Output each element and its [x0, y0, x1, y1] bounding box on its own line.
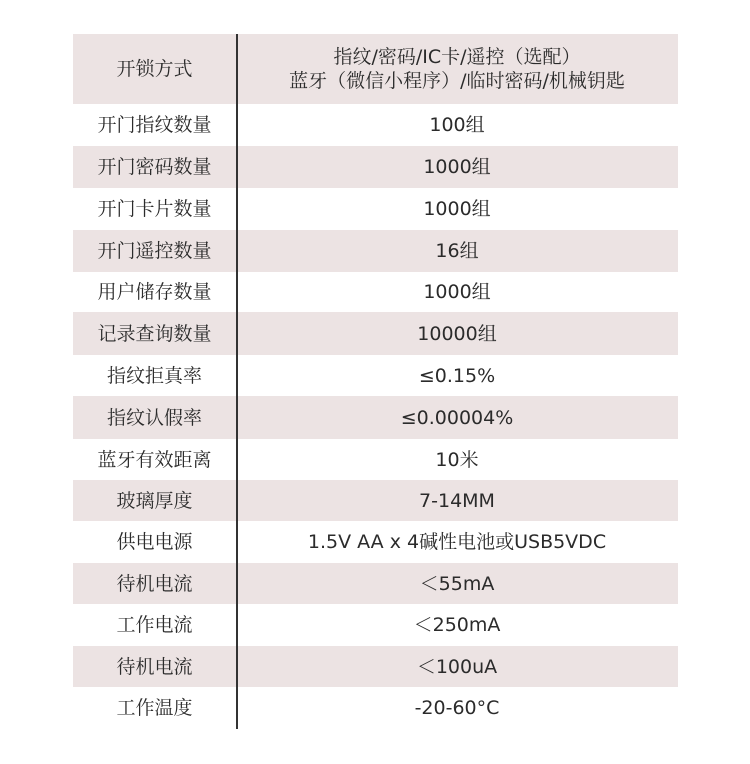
- row-value: ≤0.15%: [418, 364, 496, 387]
- table-row: [73, 687, 678, 729]
- row-label: 开门卡片数量: [97, 198, 212, 220]
- row-label: 工作电流: [116, 614, 193, 636]
- row-label: 开门遥控数量: [97, 240, 212, 262]
- row-value: 10米: [435, 448, 479, 471]
- row-label: 供电电源: [116, 531, 193, 553]
- row-value: ≤0.00004%: [400, 406, 514, 429]
- row-value: 16组: [435, 240, 479, 262]
- column-divider: [236, 34, 238, 729]
- row-label: 工作温度: [116, 697, 193, 719]
- row-label: 待机电流: [116, 572, 193, 595]
- row-value: ＜55mA: [419, 572, 495, 595]
- row-label: 开锁方式: [116, 58, 193, 80]
- spec-table: [73, 34, 678, 729]
- table-row: [73, 604, 678, 646]
- table-row: [73, 188, 678, 230]
- table-row: [73, 646, 678, 687]
- row-label: 待机电流: [116, 655, 193, 678]
- table-row: [73, 230, 678, 272]
- table-row: [73, 312, 678, 355]
- row-value: 1000组: [423, 281, 491, 303]
- table-row: [73, 355, 678, 396]
- row-label: 玻璃厚度: [116, 489, 193, 512]
- row-label: 指纹认假率: [106, 406, 202, 429]
- table-row: [73, 439, 678, 480]
- table-row: [73, 563, 678, 604]
- row-label: 蓝牙有效距离: [97, 448, 212, 471]
- table-row: [73, 104, 678, 146]
- table-row: [73, 272, 678, 312]
- row-value: -20-60°C: [414, 697, 500, 719]
- table-row: [73, 521, 678, 563]
- row-value: ＜250mA: [413, 614, 501, 636]
- row-label: 开门密码数量: [97, 156, 212, 178]
- row-value: ＜100uA: [416, 655, 498, 678]
- row-value: 1.5V AA x 4碱性电池或USB5VDC: [307, 531, 607, 553]
- row-value: [236, 45, 678, 93]
- row-value-line: 指纹/密码/IC卡/遥控（选配）: [333, 46, 581, 68]
- row-value: 1000组: [423, 198, 491, 220]
- table-row: [73, 34, 678, 104]
- row-value: 10000组: [417, 322, 497, 345]
- table-row: [73, 146, 678, 188]
- row-label: 记录查询数量: [97, 322, 212, 345]
- row-value: 7-14MM: [419, 489, 495, 512]
- row-value: 100组: [429, 114, 485, 136]
- row-value-line: 蓝牙（微信小程序）/临时密码/机械钥匙: [289, 70, 625, 92]
- row-label: 指纹拒真率: [106, 364, 202, 387]
- row-label: 用户储存数量: [97, 281, 212, 303]
- row-label: 开门指纹数量: [97, 114, 212, 136]
- table-row: [73, 396, 678, 439]
- row-value: 1000组: [423, 156, 491, 178]
- table-row: [73, 480, 678, 521]
